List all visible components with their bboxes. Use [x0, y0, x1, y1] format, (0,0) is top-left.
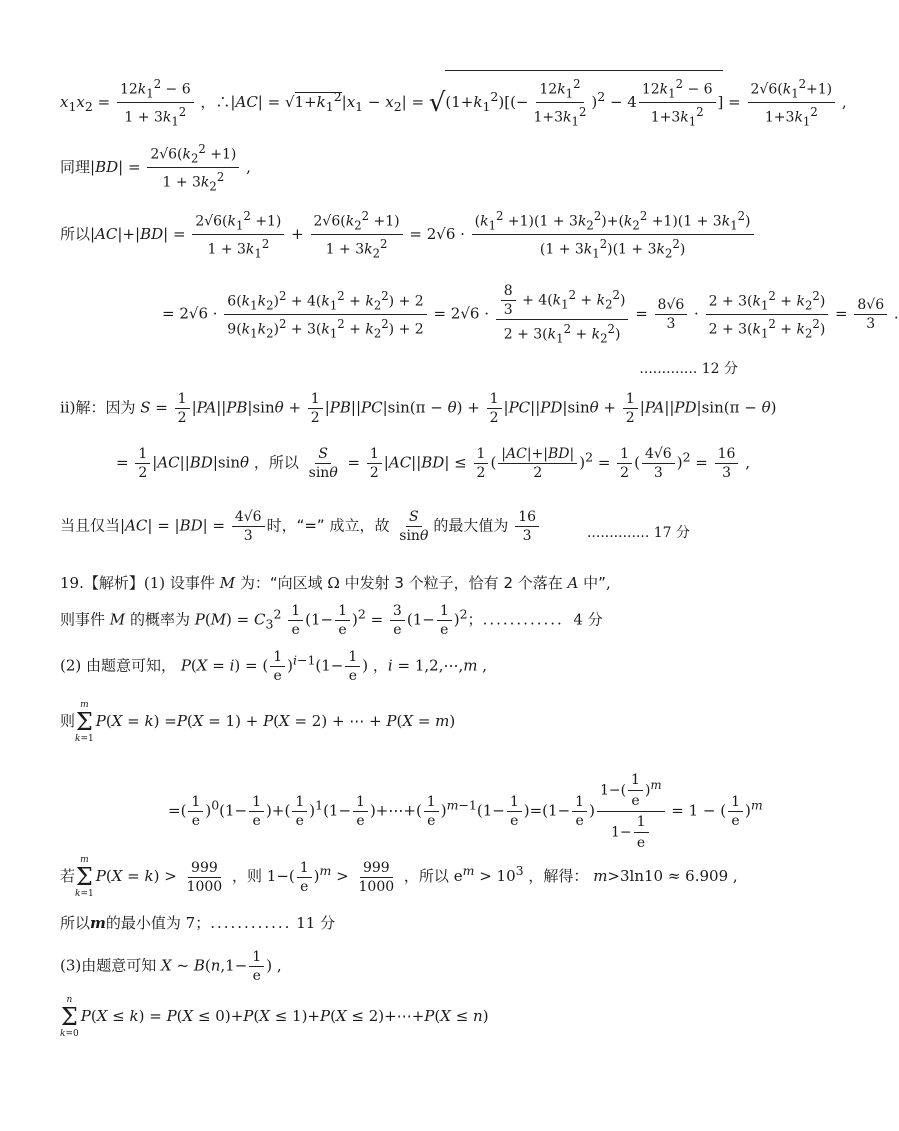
formula-line-simplify: = 2√6 · $\frac{6(k_1k_2)^2 + 4(k_1^2 + k_2^2) + 2}{9(k_1k_2)^2 + 3(k_1^2 + k_2^2) + 2}$ = 2√6 · $\frac{8}{3}$ + $4(k_1^2 + k_2^2)$ $2 + 3(k_1^2 + k_2^2)$ = $\frac{8√6}{3}$ · $\frac{2 + 3(k_1^2 + k_2^2)}{2 + 3(k_1^2 + k_2^2)}$ = $\frac{8√6}{3}$ .	[162, 283, 899, 346]
geometric-sum: =( $\frac{1}{e}$ )$^0$(1− $\frac{1}{e}$ )+( $\frac{1}{e}$ )$^1$(1− $\frac{1}{e}$ )+⋯+( $\frac{1}{e}$ )$^{m-1}$(1− $\frac{1}{e}$ )=(1− $\frac{1}{e}$ ) 1−( $\frac{1}{e}$ )$^m$ 1− $\frac{1}{e}$ = 1 − ( $\frac{1}{e}$ )$^m$	[168, 772, 763, 851]
problem-19-part2: (2) 由题意可知， P(X = i) = ( $\frac{1}{e}$ )$^{i-1}$(1− $\frac{1}{e}$ ) ，i = 1,2,⋯,m ,	[60, 649, 488, 684]
inequality-solve: 若 m Σ k=1 P(X = k) > $\frac{999}{1000}$ ，则 1−( $\frac{1}{e}$ )$^m$ > $\frac{999}{1000}$ ，所以 $e^m > 10^3$ ，解得： m>3ln10 ≈ 6.909 ,	[60, 855, 738, 899]
formula-line-sum: 所以|AC|+|BD| = $\frac{2√6(k_1^2 +1)}{1 + 3k_1^2}$ + $\frac{2√6(k_2^2 +1)}{1 + 3k_2^2}$ = 2√6 · $\frac{(k_1^2 +1)(1 + 3k_2^2)+(k_2^2 +1)(1 + 3k_1^2)}{(1 + 3k_1^2)(1 + 3k_2^2)}$	[60, 207, 756, 263]
cumulative-sum: n Σ k=0 P(X ≤ k) = P(X ≤ 0)+P(X ≤ 1)+P(X ≤ 2)+⋯+P(X ≤ n)	[60, 995, 489, 1039]
sum-expansion: 则 m Σ k=1 P(X = k) =P(X = 1) + P(X = 2) + ⋯ + P(X = m)	[60, 700, 456, 744]
score-17: .............. 17 分	[586, 525, 690, 541]
formula-line-bd: 同理|BD| = $\frac{2√6(k_2^2 +1)}{1 + 3k_2^2}$ ,	[60, 142, 251, 194]
problem-19-part3: (3)由题意可知 X ~ B(n,1− $\frac{1}{e}$ ) ,	[60, 949, 282, 984]
formula-line-max: 当且仅当|AC| = |BD| = $\frac{4√6}{3}$ 时，“=” 成立，故 $\frac{S}{\sin\theta}$ 的最大值为 $\frac{16}{3}$	[60, 508, 541, 545]
min-m: 所以m的最小值为 7；............ 11 分	[60, 914, 336, 932]
problem-19-part1: 19.【解析】(1) 设事件 M 为：“向区域 Ω 中发射 3 个粒子，恰有 2 个落在 A 中”,	[60, 574, 611, 592]
score-12: ............. 12 分	[639, 361, 738, 377]
formula-line-ineq: = $\frac{1}{2}$ |AC||BD|sinθ ，所以 $\frac{S}{\sin\theta}$ = $\frac{1}{2}$ |AC||BD| ≤ $\frac{1}{2}$ ( $\frac{|AC|+|BD|}{2}$ )$^2$ = $\frac{1}{2}$ ( $\frac{4√6}{3}$ )$^2$ = $\frac{16}{3}$ ,	[116, 446, 750, 481]
formula-line-ac: $x_1x_2$ = $\frac{12k_1^2 - 6}{1 + 3k_1^2}$ ，∴|AC| = $√1+k_1^2|x_1 - x_2| = √(1+k_1^2)[(-$ $\frac{12k_1^2}{1+3k_1^2}$ )$^2$ − 4 $\frac{12k_1^2 - 6}{1+3k_1^2}$ ] = $\frac{2√6(k_1^2+1)}{1+3k_1^2}$ ,	[60, 70, 847, 131]
formula-line-area: ii)解：因为 S = $\frac{1}{2}$ |PA||PB|sinθ + $\frac{1}{2}$ |PB||PC|sin(π − θ) + $\frac{1}{2}$ |PC||PD|sinθ + $\frac{1}{2}$ |PA||PD|sin(π − θ)	[60, 391, 777, 426]
probability-M: 则事件 M 的概率为 $P(M) = C_3^2$ $\frac{1}{e}$ (1− $\frac{1}{e}$ )$^2$ = $\frac{3}{e}$ (1− $\frac{1}{e}$ )$^2$；............ 4 分	[60, 603, 603, 638]
